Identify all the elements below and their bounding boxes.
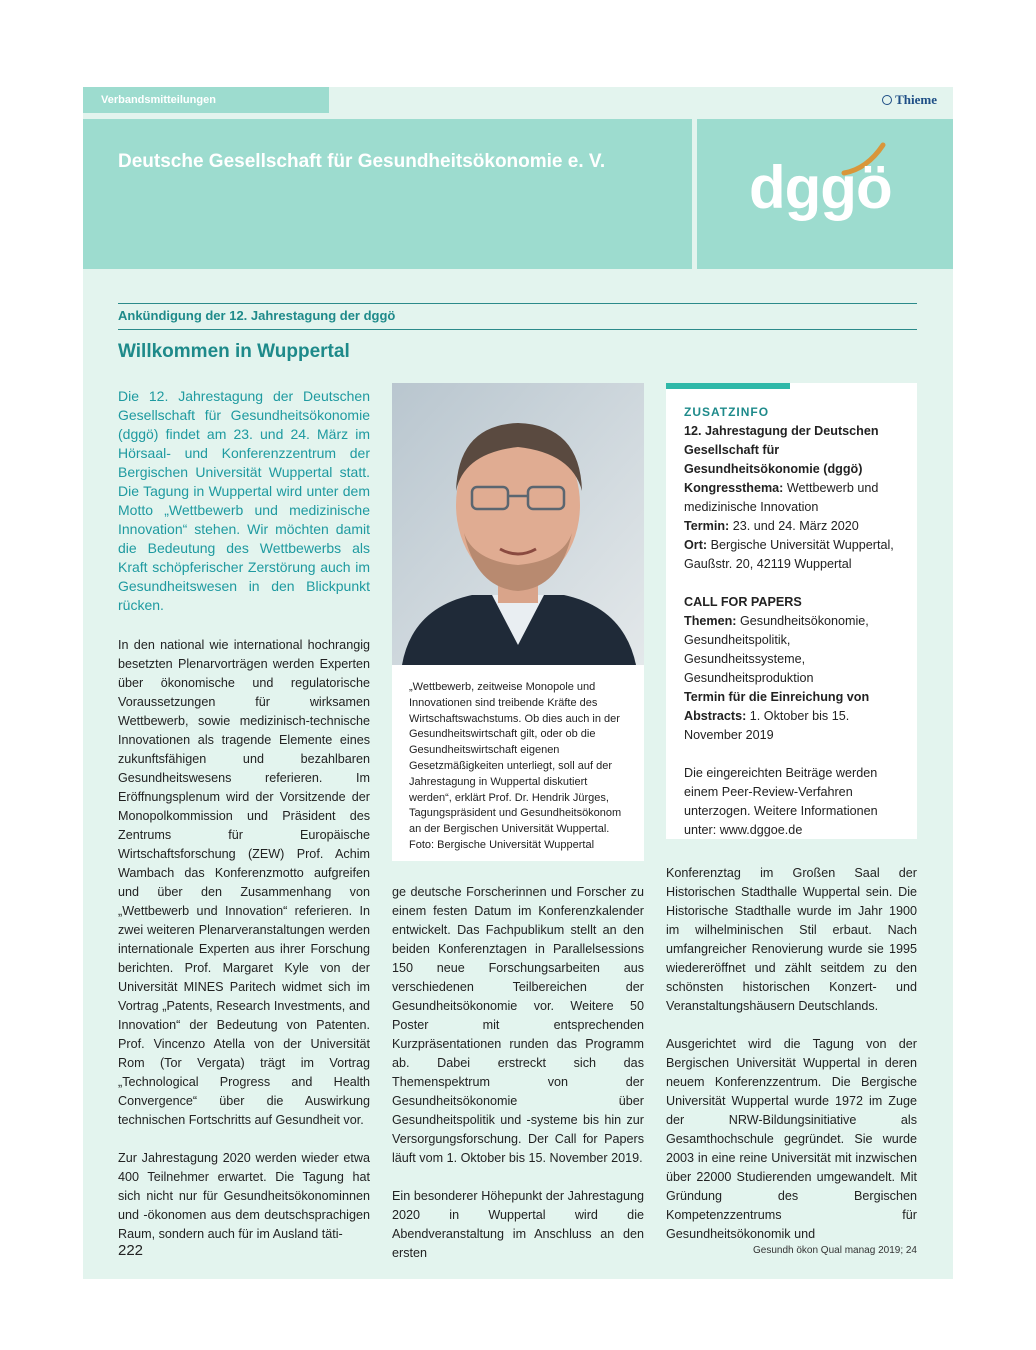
info-theme: Kongressthema: Wettbewerb und medizinische Innovation [684, 481, 879, 514]
page [83, 87, 953, 1279]
thieme-icon [882, 95, 892, 105]
paragraph: In den national wie international hochrangig besetzten Plenarvorträgen werden Experten über ökonomische und regulatorische Voraussetzungen für wirksamen Wettbewerb, sowie medizinisch-technische Innovationen als tragende Elemente eines zukunftsfähigen und bezahlbaren Gesundheitswesens referieren. Im Eröffnungsplenum wird der Vorsitzende der Monopolkommission und Präsident des Zentrums für Europäische Wirtschaftsforschung (ZEW) Prof. Achim Wambach das Konferenzmotto aufgreifen und über den Zusammenhang von „Wettbewerb und Innovation“ referieren. In zwei weiteren Plenarveranstaltungen werden internationale Experten aus ihrer Forschung berichten. Prof. Margaret Kyle von der Universität MINES Paritech widmet sich im Vortrag „Patents, Research Investments, and Innovation“ der Bedeutung von Patenten. Prof. Vincenzo Atella von der Universität Rom (Tor Vergata) trägt im Vortrag „Technological Progress and Health Convergence“ über die Auswirkung technischen Fortschritts auf Gesundheit vor. [118, 638, 370, 1127]
publisher-name: Thieme [895, 92, 937, 107]
info-label: ZUSATZINFO [684, 405, 770, 419]
logo-text: dggö [749, 154, 892, 221]
paragraph: Zur Jahrestagung 2020 werden wieder etwa 400 Teilnehmer erwartet. Die Tagung hat sich nicht nur für Gesundheitsökonominnen und -ökonomen aus dem deutschsprachigen Raum, sondern auch für im Ausland täti- [118, 1151, 370, 1241]
column-2 [392, 883, 644, 1282]
article-kicker: Ankündigung der 12. Jahrestagung der dggö [118, 308, 396, 323]
column-3 [666, 864, 917, 1263]
info-accent-bar [666, 383, 790, 389]
journal-citation: Gesundh ökon Qual manag 2019; 24 [752, 1245, 917, 1256]
info-title: 12. Jahrestagung der Deutschen Gesellschaft für Gesundheitsökonomie (dggö) [684, 424, 879, 476]
paragraph: Ausgerichtet wird die Tagung von der Bergischen Universität Wuppertal in deren neuem Konferenzzentrum. Die Bergische Universität Wuppertal wurde 1972 im Zuge der NRW-Bildungsinitiative als Gesamthochschule gegründet. Sie wurde 2003 in eine reine Universität mit inzwischen über 22000 Studierenden umgewandelt. Mit Gründung des Bergischen Kompetenzzentrums für Gesundheitsökonomik und [666, 1037, 917, 1241]
info-content [684, 403, 904, 840]
info-date: Termin: 23. und 24. März 2020 [684, 519, 859, 533]
publisher-logo [882, 87, 937, 113]
photo-caption: „Wettbewerb, zeitweise Monopole und Innovationen sind treibende Kräfte des Wirtschaftswachstums. Ob dies auch in der Gesundheitswirtschaft gilt, oder ob die Gesundheitswirtschaft eigenen Gesetzmäßigkeiten unterliegt, soll auf der Jahrestagung in Wuppertal diskutiert werden“, erklärt Prof. Dr. Hendrik Jürges, Tagungspräsident und Gesundheitsökonom an der Bergischen Universität Wuppertal. Foto: Bergische Universität Wuppertal [409, 681, 622, 851]
page-number: 222 [118, 1242, 144, 1259]
section-tab: Verbandsmitteilungen [83, 87, 329, 113]
portrait-photo [392, 383, 644, 665]
cfp-heading: CALL FOR PAPERS [684, 595, 802, 609]
dggo-logo [749, 139, 909, 229]
photo-figure [392, 383, 644, 861]
paragraph: Konferenztag im Großen Saal der Historischen Stadthalle Wuppertal sein. Die Historische Stadthalle wurde im Jahr 1900 im wilhelminischen Stil erbaut. Nach umfangreicher Renovierung wurde sie 1995 wiedereröffnet und zählt seitdem zu den schönsten historischen Konzert- und Veranstaltungshäusern Deutschlands. [666, 866, 917, 1013]
paragraph: ge deutsche Forscherinnen und Forscher zu einem festen Datum im Konferenzkalender entwickelt. Das Fachpublikum stellt an den beiden Konferenztagen in Parallelsessions 150 neue Forschungsarbeiten aus verschiedenen Teilbereichen der Gesundheitsökonomie vor. Weitere 50 Poster mit entsprechenden Kurzpräsentationen runden das Programm ab. Dabei erstreckt sich das Themenspektrum von der Gesundheitsökonomie über Gesundheitspolitik und -systeme bis hin zur Versorgungsforschung. Der Call for Papers läuft vom 1. Oktober bis 15. November 2019. [392, 885, 644, 1165]
organization-name: Deutsche Gesellschaft für Gesundheitsökonomie e. V. [118, 151, 606, 172]
info-note: Die eingereichten Beiträge werden einem Peer-Review-Verfahren unterzogen. Weitere Informationen unter: www.dggoe.de [684, 766, 878, 837]
divider [118, 303, 917, 304]
cfp-deadline: Termin für die Einreichung von Abstracts: 1. Oktober bis 15. November 2019 [684, 690, 870, 742]
article-lead: Die 12. Jahrestagung der Deutschen Gesellschaft für Gesundheitsökonomie (dggö) findet am 23. und 24. März im Hörsaal- und Konferenzzentrum der Bergischen Universität Wuppertal statt. Die Tagung in Wuppertal wird unter dem Motto „Wettbewerb und medizinische Innovation“ stehen. Wir möchten damit die Bedeutung des Wettbewerbs als Kraft schöpferischer Zerstörung auch im Gesundheitswesen in den Blickpunkt rücken. [118, 388, 370, 613]
info-box [666, 383, 917, 839]
cfp-topics: Themen: Gesundheitsökonomie, Gesundheitspolitik, Gesundheitssysteme, Gesundheitsproduktion [684, 614, 869, 685]
logo-panel [697, 119, 953, 269]
info-location: Ort: Bergische Universität Wuppertal, Gaußstr. 20, 42119 Wuppertal [684, 538, 894, 571]
header-banner [83, 119, 692, 269]
paragraph: Ein besonderer Höhepunkt der Jahrestagung 2020 in Wuppertal wird die Abendveranstaltung im Anschluss an den ersten [392, 1189, 644, 1260]
divider [118, 329, 917, 330]
article-headline: Willkommen in Wuppertal [118, 341, 350, 362]
top-bar [83, 87, 953, 113]
column-1 [118, 636, 370, 1263]
